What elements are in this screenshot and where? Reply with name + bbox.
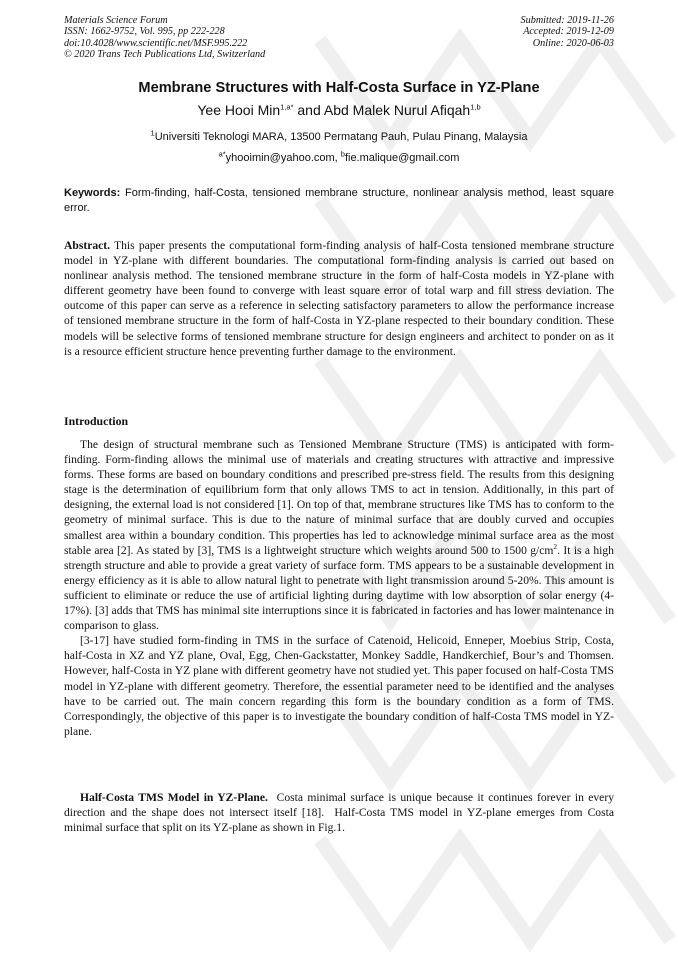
keywords-block (64, 186, 614, 216)
section-half-costa (64, 790, 617, 835)
paper-title: Membrane Structures with Half-Costa Surface in YZ-Plane (138, 80, 540, 96)
submitted-date: Submitted: 2019-11-26 (520, 15, 614, 26)
accepted-date: Accepted: 2019-12-09 (523, 26, 614, 38)
intro-p1-part-a: The design of structural membrane such as Tensioned Membrane Structure (TMS) is anticipated with form-finding. Form-finding allows the minimal use of materials and creating structures with attractive and impressive forms. These forms are based on boundary conditions and prescribed pre-stress field. The results from this designing stage is the determination of equilibrium form that only allows TMS to act in tension. Additionally, in this part of designing, the external load is not considered [1]. On top of that, membrane structures like TMS has to conform to the geometry of minimal surface. This is due to the nature of minimal surface that are doubly curved and occupies smallest area within a boundary condition. This properties has led to acknowledge minimal surface area as the most stable area [2]. As stated by [3], TMS is a lightweight structure which weights around 500 to 1500 g/cm (64, 438, 614, 557)
email-a: yhooimin@yahoo.com, (225, 152, 341, 164)
author-conjunction: and (293, 102, 324, 118)
author-1: Yee Hooi Min (197, 102, 281, 118)
keywords-label: Keywords: (64, 187, 121, 199)
intro-paragraph-2: [3-17] have studied form-finding in TMS in the surface of Catenoid, Helicoid, Enneper, Moebius Strip, Costa, half-Costa in XZ and YZ plane, Oval, Egg, Chen-Gackstatter, Monkey Saddle, Handkerchief, Bour’s and Thomsen. However, half-Costa in YZ plane with different geometry have not studied yet. This paper focused on half-Costa TMS model in YZ-plane with different geometry. Therefore, the essential parameter need to be identified and the analyses have to be carried out. The main concern regarding this form is the boundary condition as a form of TMS. Correspondingly, the objective of this paper is to investigate the boundary condition of half-Costa TMS model in YZ-plane. (64, 634, 614, 738)
author-2: Abd Malek Nurul Afiqah (323, 102, 471, 118)
intro-p1-superscript: 2 (553, 541, 558, 551)
header-left (64, 15, 265, 61)
abstract-label: Abstract. (64, 239, 111, 252)
author-1-affil-mark: 1,a* (280, 102, 294, 112)
intro-p1-part-b: . It is a high strength structure and able to provide a great variety of surface form. TMS appears to be a sustainable development in energy efficiency as it is able to allow natural light to penetrate with light transmission around 5-20%. This amount is sufficient to eliminate or reduce the use of artificial lighting during daytime with low absorption of solar energy (4-17%). [3] adds that TMS has minimal site interruptions since it is fabricated in factories and has lower maintenance in comparison to glass. (64, 543, 614, 633)
abstract-block (64, 238, 614, 359)
section-half-costa-heading: Half-Costa TMS Model in YZ-Plane. (80, 791, 268, 804)
email-b-mark: b (340, 149, 345, 159)
section-half-costa-text: Costa minimal surface is unique because it continues forever in every direction and the shape does not intersect itself [18]. Half-Costa TMS model in YZ-plane emerges from Costa minimal surface that split on its YZ-plane as shown in Fig.1. (64, 791, 617, 835)
issn-line: ISSN: 1662-9752, Vol. 995, pp 222-228 (64, 26, 225, 38)
email-a-mark: a* (218, 149, 226, 159)
journal-name: Materials Science Forum (64, 15, 168, 26)
email-line (0, 149, 678, 164)
header-right (521, 15, 614, 49)
abstract-text: This paper presents the computational form-finding analysis of half-Costa tensioned membrane structure model in YZ-plane with different boundaries. The computational form-finding analysis is carried out based on nonlinear analysis method. The tensioned membrane structure in the form of half-Costa models in YZ-plane with different geometry have been found to converge with least square error of total warp and fill stress deviation. The outcome of this paper can serve as a reference in selecting satisfactory parameters to allow the performance increase of tensioned membrane structure in the form of half-Costa in YZ-plane respected to their boundary condition. These models will be selective forms of tensioned membrane structure for design engineers and architect to ponder on as it is a resource efficient structure hence preventing further damage to the environment. (64, 239, 614, 358)
affiliation (0, 128, 678, 143)
introduction-body (64, 437, 614, 739)
doi-line: doi:10.4028/www.scientific.net/MSF.995.222 (64, 37, 248, 49)
keywords-text: Form-finding, half-Costa, tensioned membrane structure, nonlinear analysis method, least square error. (64, 187, 614, 214)
intro-paragraph-1 (64, 437, 614, 633)
email-b: fie.malique@gmail.com (344, 152, 460, 164)
author-line (0, 102, 678, 118)
online-date: Online: 2020-06-03 (532, 37, 614, 49)
introduction-heading: Introduction (64, 414, 129, 428)
section-half-costa-paragraph (64, 790, 617, 835)
affiliation-text: Universiti Teknologi MARA, 13500 Permatang Pauh, Pulau Pinang, Malaysia (154, 131, 528, 143)
affiliation-mark: 1 (150, 128, 155, 138)
author-2-affil-mark: 1,b (470, 102, 481, 112)
copyright-line: © 2020 Trans Tech Publications Ltd, Switzerland (64, 49, 266, 61)
